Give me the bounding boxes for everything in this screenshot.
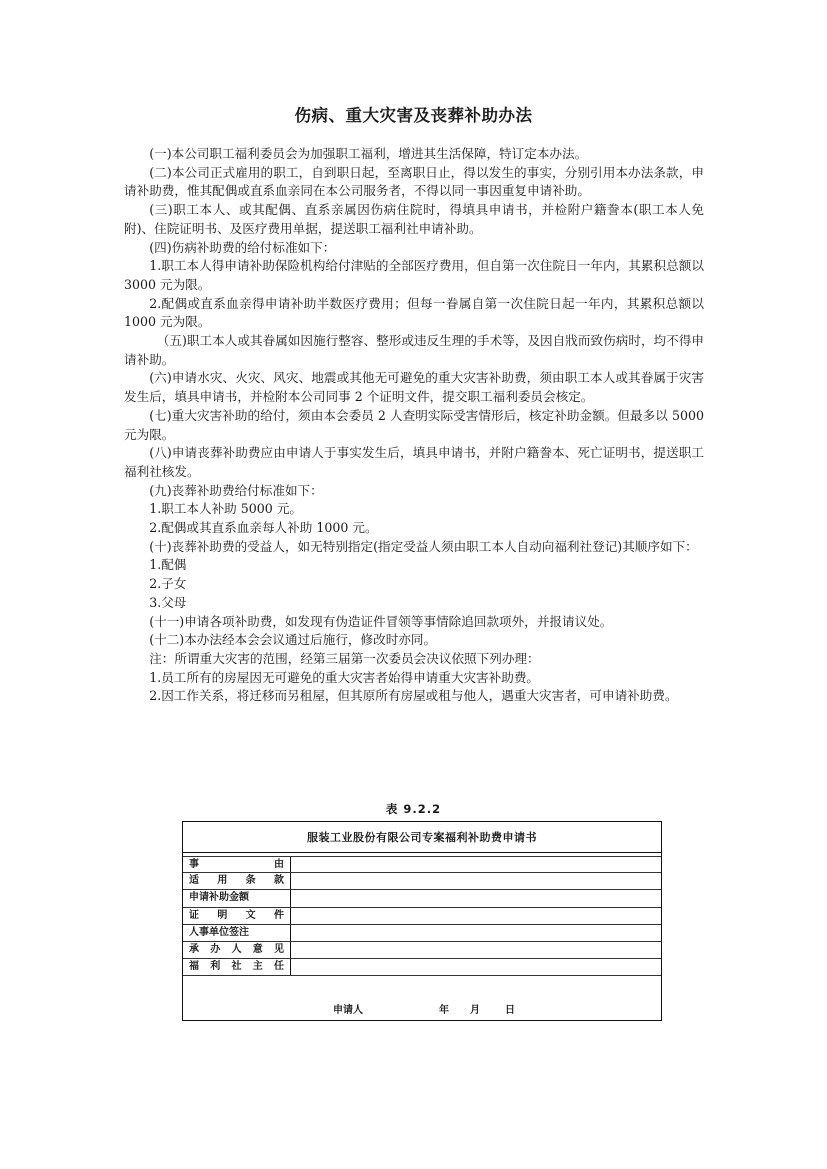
paragraph: (七)重大灾害补助的给付，须由本会委员 2 人查明实际受害情形后，核定补助金额。但最多以 5000 元为限。 [124, 407, 704, 442]
form-row-amount [183, 890, 661, 907]
form-label: 人事单位签注 [183, 925, 291, 941]
paragraph: 2.因工作关系，将迁移而另租屋，但其原所有房屋或租与他人，遇重大灾害者，可申请补助费。 [149, 688, 678, 704]
paragraph: (三)职工本人、或其配偶、直系亲属因伤病住院时，得填具申请书，并检附户籍誊本(职工本人免附)、住院证明书、及医疗费用单据，提送职工福利社申请补助。 [124, 202, 704, 236]
paragraph: 3.父母 [149, 594, 187, 610]
form-label: 事 由 [183, 857, 291, 872]
form-label: 适 用 条 款 [183, 873, 291, 889]
form-row-welfare-director [183, 959, 661, 976]
form-row-reason [183, 856, 661, 873]
form-row-documents [183, 908, 661, 925]
form-value-documents[interactable] [291, 908, 661, 924]
form-rows [183, 856, 661, 976]
paragraph: 1.配偶 [149, 557, 187, 573]
document-body [124, 145, 704, 706]
paragraph: 1.职工本人补助 5000 元。 [149, 501, 303, 517]
paragraph: 2.配偶或其直系血亲每人补助 1000 元。 [149, 520, 378, 536]
paragraph: (十)丧葬补助费的受益人，如无特别指定(指定受益人须由职工本人自动向福利社登记)其顺序如下： [149, 538, 698, 554]
paragraph: (四)伤病补助费的给付标准如下： [149, 239, 336, 255]
paragraph: (十二)本办法经本会会议通过后施行，修改时亦同。 [149, 632, 437, 648]
day-label: 日 [505, 1005, 515, 1016]
form-label: 证 明 文 件 [183, 908, 291, 924]
month-label: 月 [470, 1005, 480, 1016]
paragraph: 注：所谓重大灾害的范围，经第三届第一次委员会决议依照下列办理： [149, 650, 540, 666]
form-value-amount[interactable] [291, 890, 661, 906]
paragraph: (九)丧葬补助费给付标准如下： [149, 482, 323, 498]
form-row-handler-opinion [183, 942, 661, 959]
applicant-label: 申请人 [333, 1005, 363, 1016]
paragraph: (十一)申请各项补助费，如发现有伪造证件冒领等事情除追回款项外，并报请议处。 [149, 613, 613, 629]
form-value-hr-note[interactable] [291, 925, 661, 941]
paragraph: (一)本公司职工福利委员会为加强职工福利，增进其生活保障，特订定本办法。 [149, 146, 588, 161]
paragraph: (六)申请水灾、火灾、风灾、地震或其他无可避免的重大灾害补助费，须由职工本人或其眷属于灾害发生后，填具申请书，并检附本公司同事 2 个证明文件，提交职工福利委员会核定。 [124, 370, 704, 405]
form-value-welfare-director[interactable] [291, 959, 661, 975]
table-caption: 表 9.2.2 [385, 802, 442, 816]
form-label: 承 办 人 意 见 [183, 942, 291, 958]
document-title: 伤病、重大灾害及丧葬补助办法 [294, 106, 533, 125]
paragraph: 2.配偶或直系血亲得申请补助半数医疗费用；但每一眷属自第一次住院日起一年内，其累积总额以 1000 元为限。 [124, 295, 704, 330]
paragraph: 1.员工所有的房屋因无可避免的重大灾害者始得申请重大灾害补助费。 [149, 669, 540, 685]
form-label: 福 利 社 主 任 [183, 959, 291, 975]
form-value-reason[interactable] [291, 857, 661, 872]
form-row-hr-note [183, 925, 661, 942]
paragraph: 1.职工本人得申请补助保险机构给付津贴的全部医疗费用，但自第一次住院日一年内，其累积总额以 3000 元为限。 [124, 258, 704, 292]
form-title: 服装工业股份有限公司专案福利补助费申请书 [183, 822, 661, 853]
paragraph: 2.子女 [149, 576, 187, 592]
form-value-clause[interactable] [291, 873, 661, 889]
year-label: 年 [439, 1005, 449, 1016]
paragraph: （五)职工本人或其眷属如因施行整容、整形或违反生理的手术等，及因自戕而致伤病时，均不得申请补助。 [124, 333, 704, 367]
paragraph: (二)本公司正式雇用的职工，自到职日起，至离职日止，得以发生的事实，分别引用本办法条款，申请补助费，惟其配偶或直系血亲同在本公司服务者，不得以同一事因重复申请补助。 [124, 164, 704, 199]
form-value-handler-opinion[interactable] [291, 942, 661, 958]
application-form [182, 821, 662, 1021]
form-row-clause [183, 873, 661, 890]
paragraph: (八)申请丧葬补助费应由申请人于事实发生后，填具申请书，并附户籍誊本、死亡证明书，提送职工福利社核发。 [124, 445, 704, 479]
form-label: 申请补助金额 [183, 890, 291, 906]
